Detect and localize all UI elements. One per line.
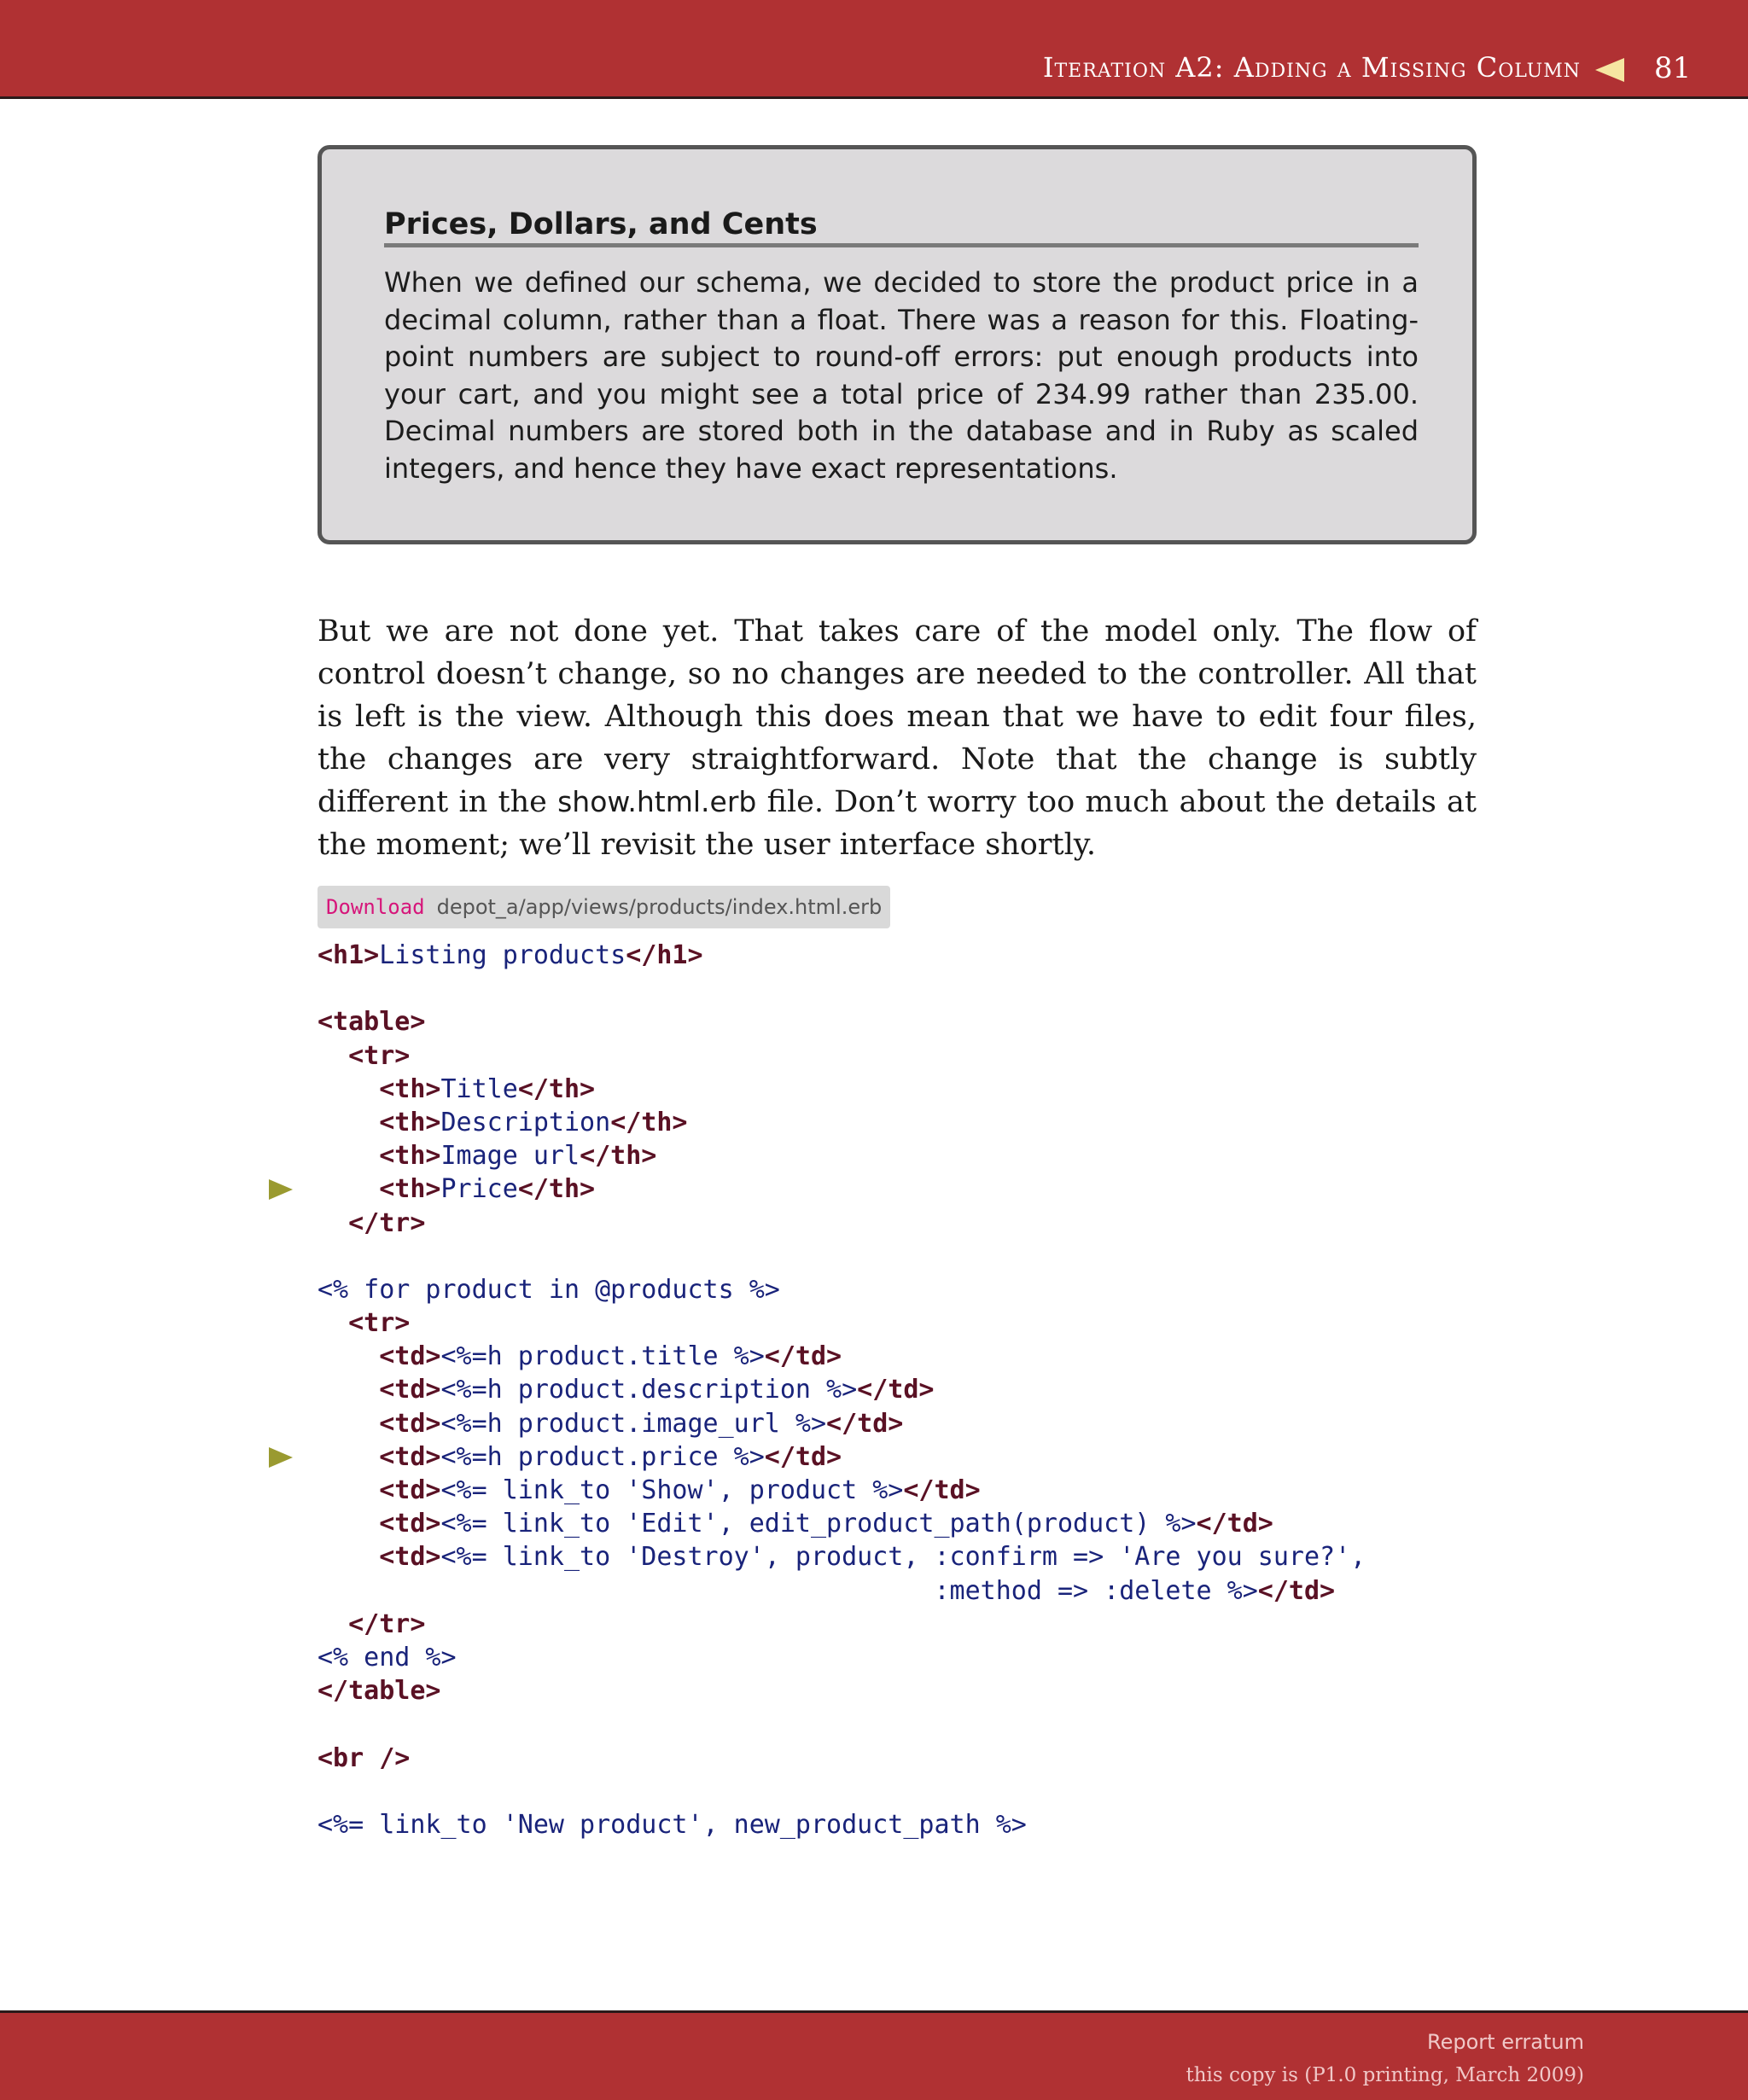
code-line: </table> bbox=[318, 1676, 441, 1707]
code-line: <td><%= link_to 'Edit', edit_product_path(product) %></td> bbox=[379, 1509, 1273, 1539]
code-line: <h1>Listing products</h1> bbox=[318, 940, 703, 970]
left-triangle-icon bbox=[1595, 58, 1624, 82]
code-line: <td><%=h product.price %></td> bbox=[379, 1441, 842, 1472]
code-line: :method => :delete %></td> bbox=[318, 1575, 1336, 1606]
report-erratum-link[interactable]: Report erratum bbox=[1427, 2030, 1584, 2054]
body-paragraph bbox=[318, 610, 1477, 866]
copy-info: this copy is (P1.0 printing, March 2009) bbox=[1186, 2064, 1584, 2086]
right-triangle-marker-icon bbox=[269, 1179, 293, 1200]
code-line: <td><%= link_to 'Destroy', product, :confirm => 'Are you sure?', bbox=[379, 1542, 1366, 1573]
code-line bbox=[318, 1240, 1366, 1273]
code-line: </tr> bbox=[348, 1207, 426, 1238]
code-line bbox=[318, 972, 1366, 1005]
filename-inline: show.html.erb bbox=[557, 785, 757, 818]
code-line: <td><%= link_to 'Show', product %></td> bbox=[379, 1475, 981, 1505]
code-line: <table> bbox=[318, 1007, 426, 1038]
chapter-title: Iteration A2: Adding a Missing Column bbox=[1042, 51, 1581, 84]
code-line: <tr> bbox=[348, 1308, 411, 1339]
right-triangle-marker-icon bbox=[269, 1447, 293, 1468]
paragraph-text-after: file. Don’t worry too much about the details at the moment; we’ll revisit the user interface shortly. bbox=[318, 785, 1477, 862]
sidebar-title: Prices, Dollars, and Cents bbox=[384, 206, 1419, 247]
paragraph-text-before: But we are not done yet. That takes care of the model only. The flow of control doesn’t change, so no changes are needed to the controller. All that is left is the view. Although this does mean that we have to edit four files, the changes are very straightforward. Note that the change is subtly different in the bbox=[318, 614, 1477, 819]
code-line: <td><%=h product.title %></td> bbox=[379, 1341, 842, 1372]
sidebar-box bbox=[318, 145, 1477, 544]
download-bar[interactable] bbox=[318, 886, 890, 928]
code-listing bbox=[318, 939, 1366, 1841]
code-line bbox=[318, 1707, 1366, 1741]
page-footer bbox=[0, 2010, 1748, 2100]
download-path: depot_a/app/views/products/index.html.erb bbox=[436, 895, 883, 919]
code-line: <th>Price</th> bbox=[379, 1174, 596, 1205]
code-line bbox=[318, 1775, 1366, 1808]
sidebar-body: When we defined our schema, we decided to store the product price in a decimal column, rather than a float. There was a reason for this. Floating-point numbers are subject to round-off errors: put enough products into your cart, and you might see a total price of 234.99 rather than 235.00. Decimal numbers are stored both in the database and in Ruby as scaled integers, and hence they have exact representations. bbox=[384, 266, 1419, 485]
page-number: 81 bbox=[1654, 51, 1692, 85]
download-link[interactable]: Download bbox=[326, 895, 425, 919]
code-line: <td><%=h product.description %></td> bbox=[379, 1375, 935, 1405]
code-line: </tr> bbox=[348, 1608, 426, 1639]
page-header bbox=[0, 0, 1748, 99]
code-line: <th>Title</th> bbox=[379, 1073, 596, 1104]
code-line: <% end %> bbox=[318, 1642, 457, 1672]
code-line: <br /> bbox=[318, 1742, 411, 1773]
code-line: <tr> bbox=[348, 1040, 411, 1071]
code-line: <%= link_to 'New product', new_product_path %> bbox=[318, 1809, 1027, 1840]
code-line: <td><%=h product.image_url %></td> bbox=[379, 1408, 904, 1439]
code-line: <th>Description</th> bbox=[379, 1107, 688, 1137]
code-line: <% for product in @products %> bbox=[318, 1274, 780, 1305]
code-line: <th>Image url</th> bbox=[379, 1141, 657, 1172]
